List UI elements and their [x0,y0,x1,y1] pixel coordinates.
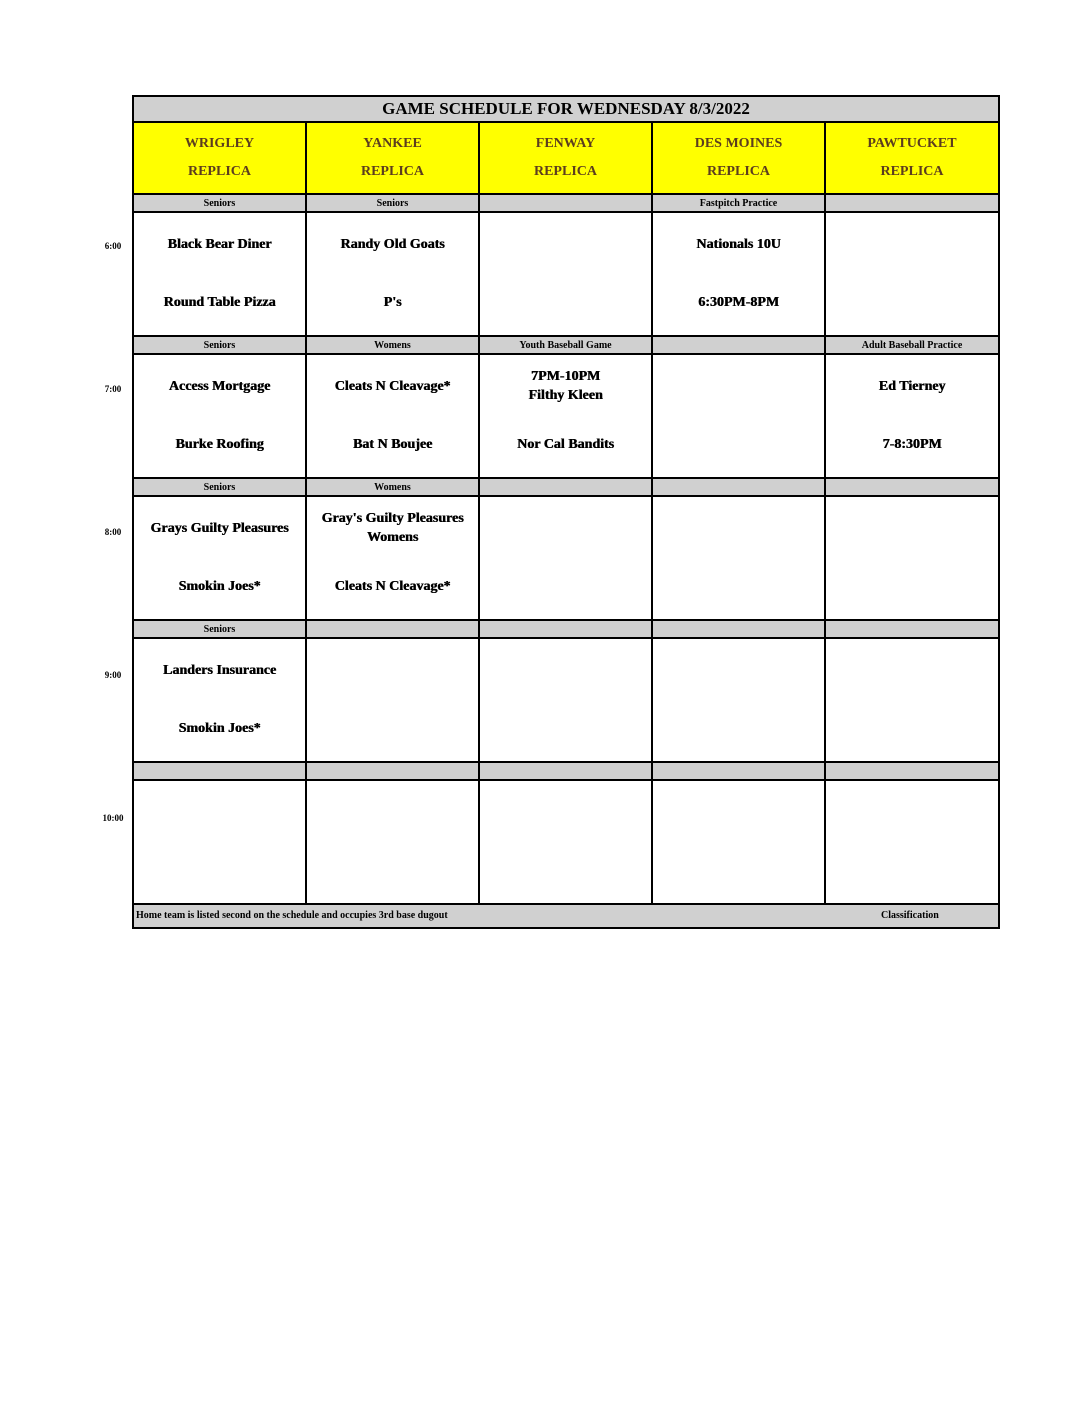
visiting-team [480,503,651,553]
home-team [480,277,651,327]
visiting-team [307,645,478,695]
time-label: 7:00 [104,384,122,394]
classification-legend: Classification [881,910,939,921]
visiting-team [653,645,824,695]
classification-cell [306,620,479,638]
visiting-team [480,645,651,695]
home-team [134,845,305,895]
game-cell [306,354,479,478]
time-label: 9:00 [104,670,122,680]
classification-cell: Seniors [133,336,306,354]
visiting-team [826,645,998,695]
classification-cell [479,194,652,212]
venue-subtitle: REPLICA [533,164,597,179]
classification-cell [479,762,652,780]
classification-row [133,194,999,212]
home-team: Smokin Joes* [178,720,261,736]
home-team: Smokin Joes* [178,578,261,594]
visiting-team [307,787,478,837]
home-team: Cleats N Cleavage* [334,578,451,594]
game-cell [479,354,652,478]
classification-cell: Seniors [133,478,306,496]
visiting-team: Nationals 10U [696,236,781,252]
classification-cell [652,478,825,496]
time-label: 10:00 [102,813,124,823]
game-cell [133,638,306,762]
game-cell [479,780,652,904]
venue-name: DES MOINES [694,136,783,151]
home-team: 6:30PM-8PM [698,294,779,310]
game-cell [825,496,999,620]
home-team-note: Home team is listed second on the schedule and occupies 3rd base dugout [136,910,448,921]
venue-subtitle: REPLICA [360,164,424,179]
venue-name: WRIGLEY [184,136,255,151]
classification-cell [479,620,652,638]
visiting-team [826,787,998,837]
classification-row [133,336,999,354]
home-team: P's [383,294,402,310]
time-label: 8:00 [104,527,122,537]
home-team: Nor Cal Bandits [517,436,614,452]
classification-cell [825,478,999,496]
home-team [826,845,998,895]
visiting-team: Ed Tierney [878,378,946,394]
game-cell [133,496,306,620]
visiting-team [653,503,824,553]
venue-name: FENWAY [535,136,596,151]
game-cell [479,496,652,620]
home-team [826,561,998,611]
game-cell [306,780,479,904]
home-team: Round Table Pizza [163,294,276,310]
classification-cell [825,194,999,212]
home-team [653,845,824,895]
game-row [133,780,999,904]
schedule-table [132,95,1000,929]
venue-header [306,122,479,194]
classification-cell: Seniors [306,194,479,212]
classification-row [133,620,999,638]
home-team [826,277,998,327]
classification-cell [825,762,999,780]
visiting-team: Cleats N Cleavage* [334,378,451,394]
venue-subtitle: REPLICA [706,164,770,179]
venue-name: PAWTUCKET [867,136,957,151]
game-cell [652,354,825,478]
game-row [133,496,999,620]
visiting-team: Gray's Guilty Pleasures Womens [321,511,464,545]
game-cell [306,496,479,620]
visiting-team: Landers Insurance [162,662,277,678]
home-team [826,703,998,753]
game-cell [133,354,306,478]
classification-cell [825,620,999,638]
venue-header [652,122,825,194]
classification-cell [479,478,652,496]
game-cell [652,496,825,620]
home-team [307,703,478,753]
classification-cell [652,336,825,354]
visiting-team [480,219,651,269]
game-row [133,638,999,762]
visiting-team [653,361,824,411]
home-team [480,561,651,611]
visiting-team [826,219,998,269]
classification-cell [133,762,306,780]
home-team [653,419,824,469]
home-team: 7-8:30PM [882,436,942,452]
classification-cell [652,620,825,638]
venue-header [133,122,306,194]
game-cell [652,212,825,336]
game-row [133,354,999,478]
home-team [480,703,651,753]
venue-header [479,122,652,194]
game-row [133,212,999,336]
venue-subtitle: REPLICA [880,164,944,179]
classification-cell: Youth Baseball Game [479,336,652,354]
classification-cell: Fastpitch Practice [652,194,825,212]
classification-cell: Seniors [133,620,306,638]
game-cell [825,638,999,762]
game-cell [825,354,999,478]
venue-name: YANKEE [363,136,422,151]
schedule-title: GAME SCHEDULE FOR WEDNESDAY 8/3/2022 [133,96,999,122]
game-cell [133,780,306,904]
game-cell [479,638,652,762]
game-cell [479,212,652,336]
visiting-team [134,787,305,837]
game-cell [306,212,479,336]
venue-subtitle: REPLICA [187,164,251,179]
game-cell [825,780,999,904]
visiting-team: Grays Guilty Pleasures [150,520,289,536]
classification-cell [652,762,825,780]
visiting-team [653,787,824,837]
home-team: Burke Roofing [175,436,264,452]
classification-row [133,478,999,496]
time-label: 6:00 [104,241,122,251]
game-cell [133,212,306,336]
classification-cell: Adult Baseball Practice [825,336,999,354]
visiting-team: Black Bear Diner [167,236,272,252]
visiting-team: Access Mortgage [168,378,271,394]
classification-row [133,762,999,780]
visiting-team [826,503,998,553]
home-team [653,561,824,611]
game-cell [652,780,825,904]
home-team [307,845,478,895]
classification-cell: Womens [306,336,479,354]
game-cell [306,638,479,762]
home-team: Bat N Boujee [352,436,433,452]
classification-cell: Womens [306,478,479,496]
visiting-team: Randy Old Goats [340,236,445,252]
game-cell [652,638,825,762]
visiting-team: 7PM-10PM Filthy Kleen [528,369,603,403]
home-team [480,845,651,895]
classification-cell [306,762,479,780]
visiting-team [480,787,651,837]
venue-header [825,122,999,194]
footer-row [133,904,999,928]
game-cell [825,212,999,336]
home-team [653,703,824,753]
classification-cell: Seniors [133,194,306,212]
